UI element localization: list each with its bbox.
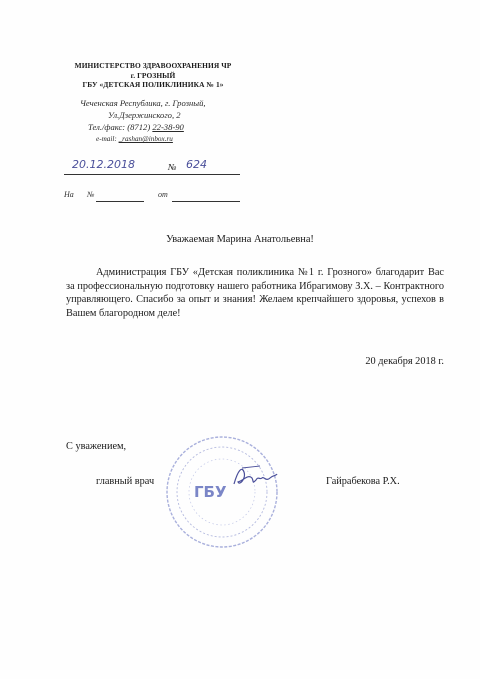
signature-mark xyxy=(230,462,280,492)
registration-number-sign: № xyxy=(168,162,177,172)
address-phone xyxy=(88,122,184,133)
letter-body: Администрация ГБУ «Детская поликлиника №1 г. Грозного» благодарит Вас за профессиональную подготовку нашего работника Ибрагимову З.Х. – Контрактного управляющего. Спасибо за опыт и знания! Желаем крепчайшего здоровья, успехов в Вашем благородном деле! xyxy=(66,267,444,319)
registration-line xyxy=(64,174,240,175)
city-name: г. ГРОЗНЫЙ xyxy=(130,70,176,80)
phone-number: 22-38-90 xyxy=(152,122,184,132)
official-stamp xyxy=(162,432,282,552)
email-label: e-mail: xyxy=(96,135,117,143)
reference-date-line xyxy=(172,201,240,202)
signer-position: главный врач xyxy=(96,476,155,487)
letter-date: 20 декабря 2018 г. xyxy=(365,356,444,367)
registration-date: 20.12.2018 xyxy=(72,158,135,171)
address-region: Чеченская Республика, г. Грозный, xyxy=(80,98,206,108)
signer-name: Гайрабекова Р.Х. xyxy=(326,476,400,487)
address-street: Ул.Дзержинского, 2 xyxy=(108,110,181,120)
registration-number: 624 xyxy=(186,158,207,171)
email-address: _rashan@inbox.ru xyxy=(118,135,173,143)
reference-ot-label: от xyxy=(158,190,168,199)
reference-number-label: № xyxy=(87,190,95,199)
reference-number-line xyxy=(96,201,144,202)
phone-label: Тел./факс: (8712) xyxy=(88,122,151,132)
stamp-text: ГБУ xyxy=(194,483,227,501)
closing-regards: С уважением, xyxy=(66,441,127,452)
reference-na-label: На xyxy=(64,190,74,199)
ministry-name: МИНИСТЕРСТВО ЗДРАВООХРАНЕНИЯ ЧР xyxy=(74,61,232,70)
address-email xyxy=(96,134,173,145)
organization-name: ГБУ «ДЕТСКАЯ ПОЛИКЛИНИКА № 1» xyxy=(82,80,224,89)
greeting: Уважаемая Марина Анатольевна! xyxy=(166,234,314,245)
